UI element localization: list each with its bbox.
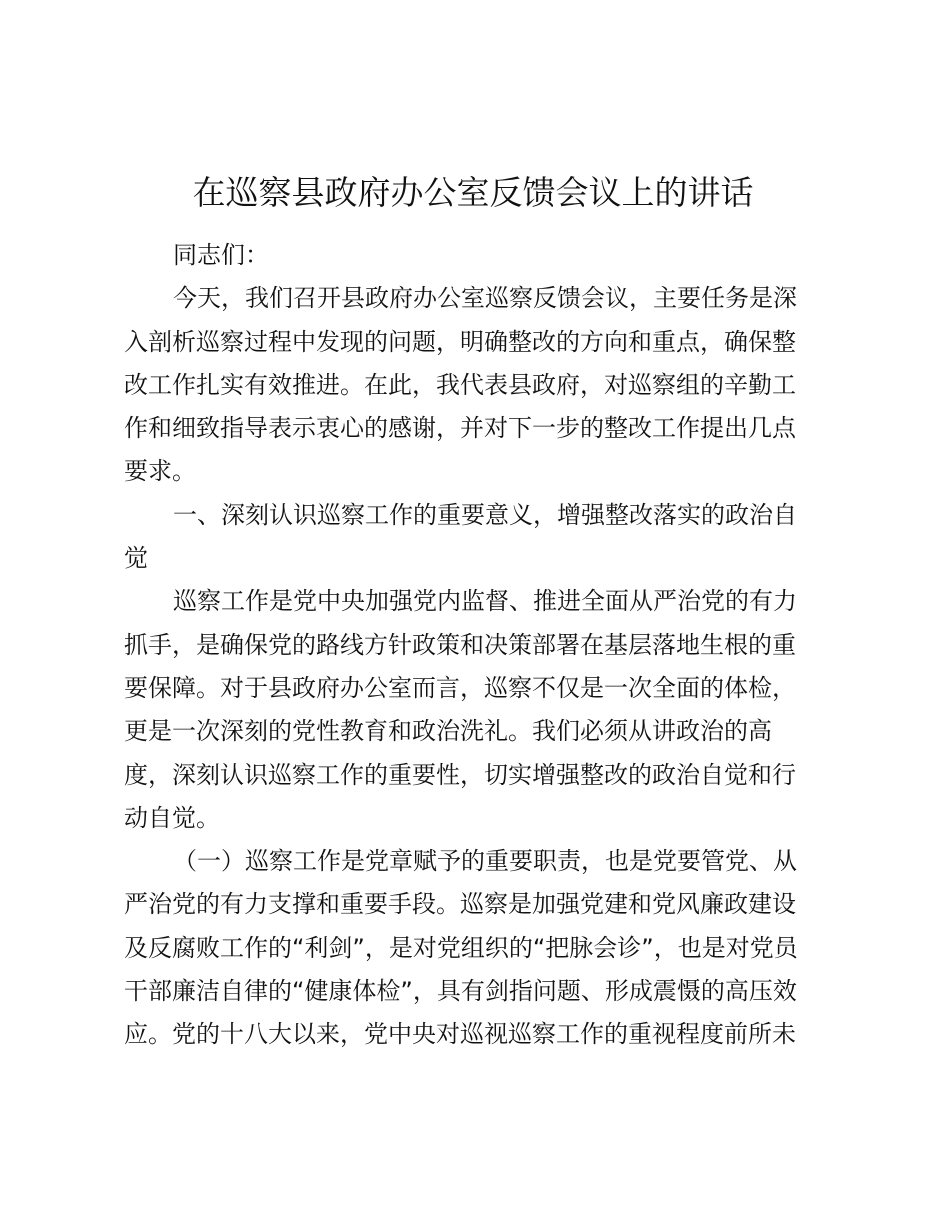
paragraph-line: 应。党的十八大以来，党中央对巡视巡察工作的重视程度前所未	[124, 1020, 796, 1049]
document-page	[124, 168, 822, 1057]
document-title: 在巡察县政府办公室反馈会议上的讲话	[192, 173, 754, 212]
paragraph-line: 要保障。对于县政府办公室而言，巡察不仅是一次全面的体检，	[124, 673, 796, 702]
paragraph-line: 更是一次深刻的党性教育和政治洗礼。我们必须从讲政治的高	[124, 717, 772, 746]
paragraph-line: 要求。	[124, 457, 196, 486]
paragraph-line: 入剖析巡察过程中发现的问题，明确整改的方向和重点，确保整	[124, 327, 796, 356]
paragraph-line: 及反腐败工作的“利剑”，是对党组织的“把脉会诊”，也是对党员	[124, 933, 798, 962]
paragraph-line: 度，深刻认识巡察工作的重要性，切实增强整改的政治自觉和行	[124, 760, 796, 789]
paragraph-line: 改工作扎实有效推进。在此，我代表县政府，对巡察组的辛勤工	[124, 370, 796, 399]
paragraph-line: 抓手，是确保党的路线方针政策和决策部署在基层落地生根的重	[124, 630, 796, 659]
section-heading-line: 一、深刻认识巡察工作的重要意义，增强整改落实的政治自	[173, 500, 797, 529]
paragraph-line: 动自觉。	[124, 803, 220, 832]
section-heading-line: 觉	[124, 544, 148, 573]
paragraph-line: 严治党的有力支撑和重要手段。巡察是加强党建和党风廉政建设	[124, 890, 796, 919]
paragraph-line: 巡察工作是党中央加强党内监督、推进全面从严治党的有力	[173, 587, 797, 616]
document-body	[124, 234, 822, 1057]
paragraph-line: （一）巡察工作是党章赋予的重要职责，也是党要管党、从	[173, 847, 797, 876]
paragraph-line: 作和细致指导表示衷心的感谢，并对下一步的整改工作提出几点	[124, 414, 796, 443]
paragraph-line: 今天，我们召开县政府办公室巡察反馈会议，主要任务是深	[173, 284, 797, 313]
salutation-line: 同志们：	[173, 241, 269, 269]
paragraph-line: 干部廉洁自律的“健康体检”，具有剑指问题、形成震慑的高压效	[124, 977, 797, 1006]
